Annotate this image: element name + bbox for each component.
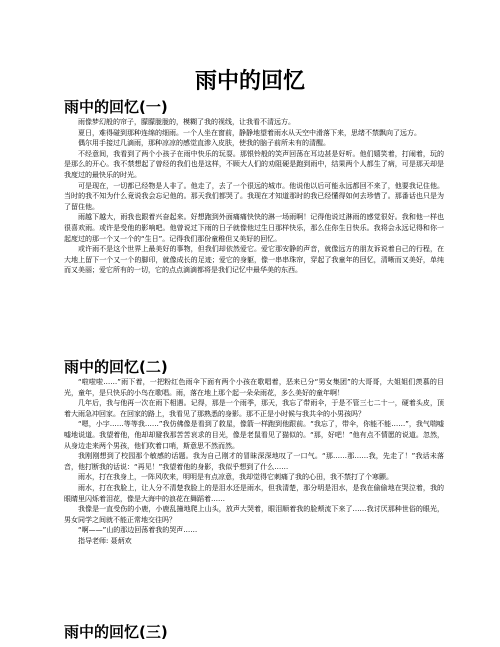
paragraph: 偶尔用手接过几滴雨，那种凉凉的感觉直渗入皮肤，使我的脑子前所未有的清醒。 [78,139,330,148]
paragraph: “啦啦啦……”雨下着，一把粉红色雨伞下面有两个小孩在歌唱着，恶来已分“男女集团”的大哥哥，大姐姐们羡慕的目光，童年，是只快乐的小鸟在歌唱。雨，落在地上那个起一朵朵雨花，多么美好的童年啊！ [64,378,444,397]
paragraph: 可是现在，一切都已经物是人非了。他走了，去了一个很远的城市。他说他以后可能永远都回不来了，他要我记住他。当时的我不知为什么竟说我会忘记他的。那天我们都哭了。我现在才知道那时的我已经懂得如何去珍惜了。那番话也只是为了留住他。 [64,181,444,211]
section-heading: 雨中的回忆(一) [64,98,168,116]
paragraph: 雨像梦幻般的帘子，朦朦胧胧的，模糊了我的视线，让我看不清远方。 [78,118,295,126]
paragraph: 雨水，打在我身上，一阵风吹来，明明是有点凉意，我却觉得它刺痛了我的心田，我不禁打了个寒颤。 [78,473,393,482]
section-2 [64,358,444,547]
paragraph: 我刚刚想到了校园那个敏感的话题。我为自己刚才的冒昧深深地叹了一口气。“那……那……我，先走了！”我话未落音，他打断我的话说：“再见！”我望着他的身影，我似乎想到了什么…… [64,452,444,471]
paragraph: 不经意间，我看到了两个小孩子在雨中快乐的玩耍。那银铃般的笑声回荡在耳边甚是好听。他们嬉笑着，打闹着，玩的是那么的开心。我不禁想起了曾经的我们也是这样，不顾大人们的劝阻硬是跑到雨中，结果两个人都生了病，可是那天却是我度过的最快乐的时光。 [64,149,444,179]
paragraph: 雨越下越大，雨我也跟着兴奋起来。好想跑到外面痛痛快快的淋一场雨啊！记得他说过淋雨的感觉很好。我和他一样也很喜欢雨。或许是受他的影响吧。他曾说过下雨的日子就像他过生日那样快乐，那么住你生日快乐。我将会永远记得和你一起度过的那一个又一个的“生日”。记得我们那份童稚但又美好的回忆。 [64,213,444,243]
paragraph: 几年后，我与他再一次在雨下相遇。记得，那是一个雨季，那天，我忘了带雨伞，于是不管三七二十一，硬着头皮，顶着大雨急冲回家。在回家的路上，我看见了那熟悉的身影。那不正是小时候与我共伞的小男孩吗？ [64,399,444,418]
paragraph: 我像是一直受伤的小鹿，小鹿乱撞地爬上山头，放声大哭着，眼泪顺着我的脸颊流下来了……我讨厌那种世俗的眼光，男女同学之间就不能正常地交往吗？ [64,505,444,524]
section-1 [64,98,444,276]
section-heading: 雨中的回忆(三) [64,623,168,641]
paragraph: 夏日，难得碰到那种连绵的细雨。一个人坐在窗前，静静地望着雨水从天空中滑落下来，思绪不禁飘向了远方。 [78,128,421,137]
paragraph: “啊——”山的那边回荡着我的哭声…… [78,526,198,535]
paragraph: 或许雨不是这个世界上最美好的事物，但我们却依然爱它。爱它那安静的声音，就像远方的朋友诉说着自己的行程，在大地上留下一个又一个的脚印，就像成长的足迹；爱它的身躯，像一串串珠帘，穿起了我童年的回忆，清晰而又美好，单纯而又美丽；爱它所有的一切，它的点点滴滴都将是我们记忆中最华美的东西。 [64,245,444,275]
section-heading: 雨中的回忆(二) [64,358,168,376]
teacher-credit: 指导老师: 聂炳欢 [78,536,132,545]
document-title: 雨中的回忆 [194,69,305,94]
paragraph: “嗯，小宇……等等我……”我仿佛像是看到了救星，像箭一样跑到他跟前。“我忘了，带伞，你能不能……”，我气喘嘘嘘地说道。我望着他，他却却避我那苦苦哀求的目光，像是老鼠看见了猫似的。“那，好吧！”他有点不情愿的说道。忽然，从身边走来两个男孩，他们吹着口哨，斯意思不然而然。 [64,420,444,450]
paragraph: 雨水，打在我脸上，让人分不清楚我脸上的是泪水还是雨水，但我清楚，那分明是泪水，是我在偷偷地在哭泣着，我的眼睛里闪烁着泪花，像是大海中的浪花在舞蹈着…… [64,483,444,503]
section-3 [64,623,444,642]
